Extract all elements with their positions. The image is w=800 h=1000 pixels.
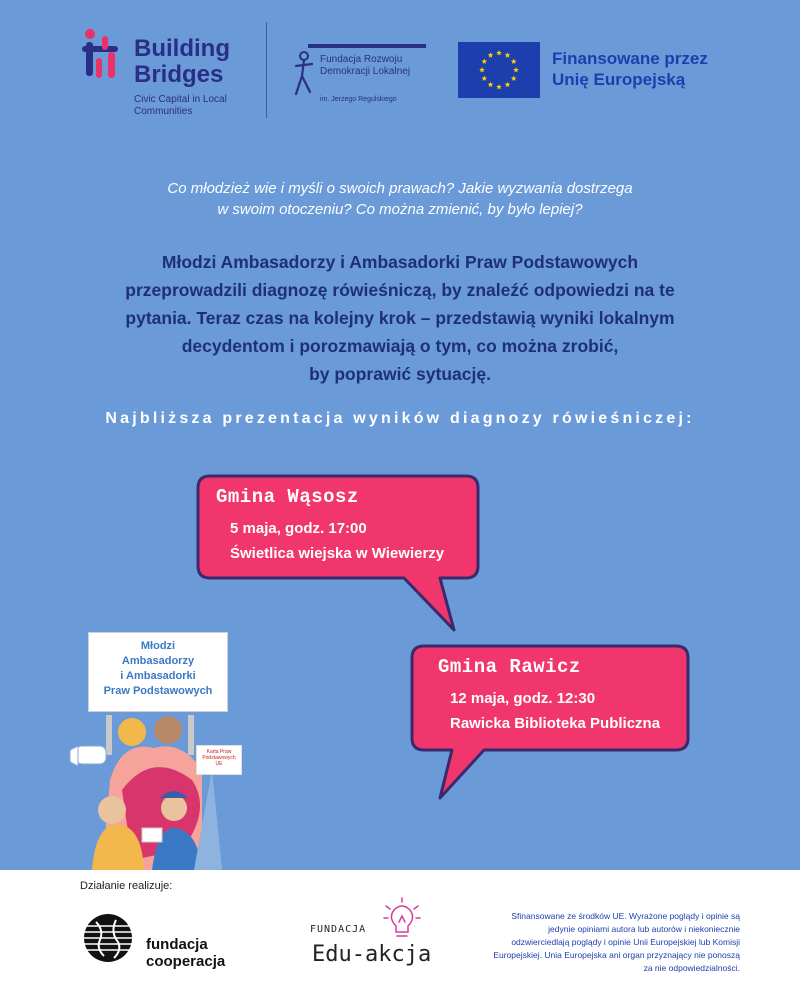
building-bridges-subtitle: Civic Capital in Local Communities xyxy=(134,94,227,117)
bb-title-line2: Bridges xyxy=(134,61,224,88)
frdl-small: im. Jerzego Regulskiego xyxy=(320,96,397,103)
eu-disclaimer: Sfinansowane ze środków UE. Wyrażone poglądy i opinie są jedynie opiniami autora lub autorów i niekoniecznie odzwierciedlają poglądy i opinie Unii Europejskiej lub Komisji Europejskiej. Unia Europejska ani organ przyznający nie ponoszą za nie odpowiedzialności. xyxy=(493,911,740,973)
edu-akcja-logo-text: Edu-akcja xyxy=(312,942,432,967)
event-1-place: Świetlica wiejska w Wiewierzy xyxy=(230,545,445,562)
lead-line4: decydentom i porozmawiają o tym, co można zrobić, xyxy=(181,336,619,356)
bb-title-line1: Building xyxy=(134,35,230,62)
card-line2: Podstawowych xyxy=(202,755,236,761)
coop-line1: fundacja xyxy=(146,936,208,953)
cooperacja-logo-text xyxy=(146,936,225,970)
eu-line1: Finansowane przez xyxy=(552,49,708,68)
frdl-line1: Fundacja Rozwoju xyxy=(320,54,403,65)
footer xyxy=(0,870,800,1000)
intro-lead xyxy=(0,248,800,388)
frdl-bar xyxy=(308,44,426,48)
sign-line3: i Ambasadorki xyxy=(120,670,196,682)
next-presentation-heading: Najbliższa prezentacja wyników diagnozy rówieśniczej: xyxy=(105,410,695,427)
lead-line2: przeprowadzili diagnozę rówieśniczą, by znaleźć odpowiedzi na te xyxy=(125,280,675,300)
eu-line2: Unię Europejską xyxy=(552,70,686,89)
event-2-gmina: Gmina Rawicz xyxy=(438,656,581,678)
implemented-by-label: Działanie realizuje: xyxy=(80,880,173,892)
frdl-name xyxy=(320,54,410,78)
frdl-logo xyxy=(292,40,432,116)
building-bridges-logo xyxy=(80,24,260,124)
frdl-line2: Demokracji Lokalnej xyxy=(320,66,411,77)
building-bridges-title xyxy=(134,36,230,88)
lead-line1: Młodzi Ambasadorzy i Ambasadorki Praw Podstawowych xyxy=(161,252,639,272)
sign-line2: Ambasadorzy xyxy=(121,655,195,667)
building-bridges-mark-icon xyxy=(80,26,128,86)
eu-flag-icon xyxy=(458,42,540,98)
event-2-place: Rawicka Biblioteka Publiczna xyxy=(450,715,661,732)
event-1-date: 5 maja, godz. 17:00 xyxy=(230,520,367,537)
lead-line3: pytania. Teraz czas na kolejny krok – przedstawią wyniki lokalnym xyxy=(125,308,675,328)
coop-line2: cooperacja xyxy=(146,953,226,970)
globe-icon xyxy=(82,912,134,964)
event-2-date: 12 maja, godz. 12:30 xyxy=(450,690,596,707)
lightbulb-icon xyxy=(382,896,422,944)
eu-funding-label xyxy=(552,48,708,90)
sign-line1: Młodzi xyxy=(140,640,176,652)
intro-question xyxy=(0,178,800,220)
header-divider xyxy=(266,22,267,118)
lead-line5: by poprawić sytuację. xyxy=(309,364,491,384)
card-line1: Karta Praw xyxy=(206,749,232,755)
charter-card xyxy=(196,745,242,775)
card-line3: UE xyxy=(215,761,223,767)
edu-foundation-label: FUNDACJA xyxy=(310,924,367,935)
sign-line4: Praw Podstawowych xyxy=(103,685,213,697)
person-figure-icon xyxy=(292,48,320,98)
question-line1: Co młodzież wie i myśli o swoich prawach? Jakie wyzwania dostrzega xyxy=(167,180,633,197)
ambassadors-sign xyxy=(88,632,228,712)
question-line2: w swoim otoczeniu? Co można zmienić, by było lepiej? xyxy=(217,201,583,218)
event-1-gmina: Gmina Wąsosz xyxy=(216,486,359,508)
